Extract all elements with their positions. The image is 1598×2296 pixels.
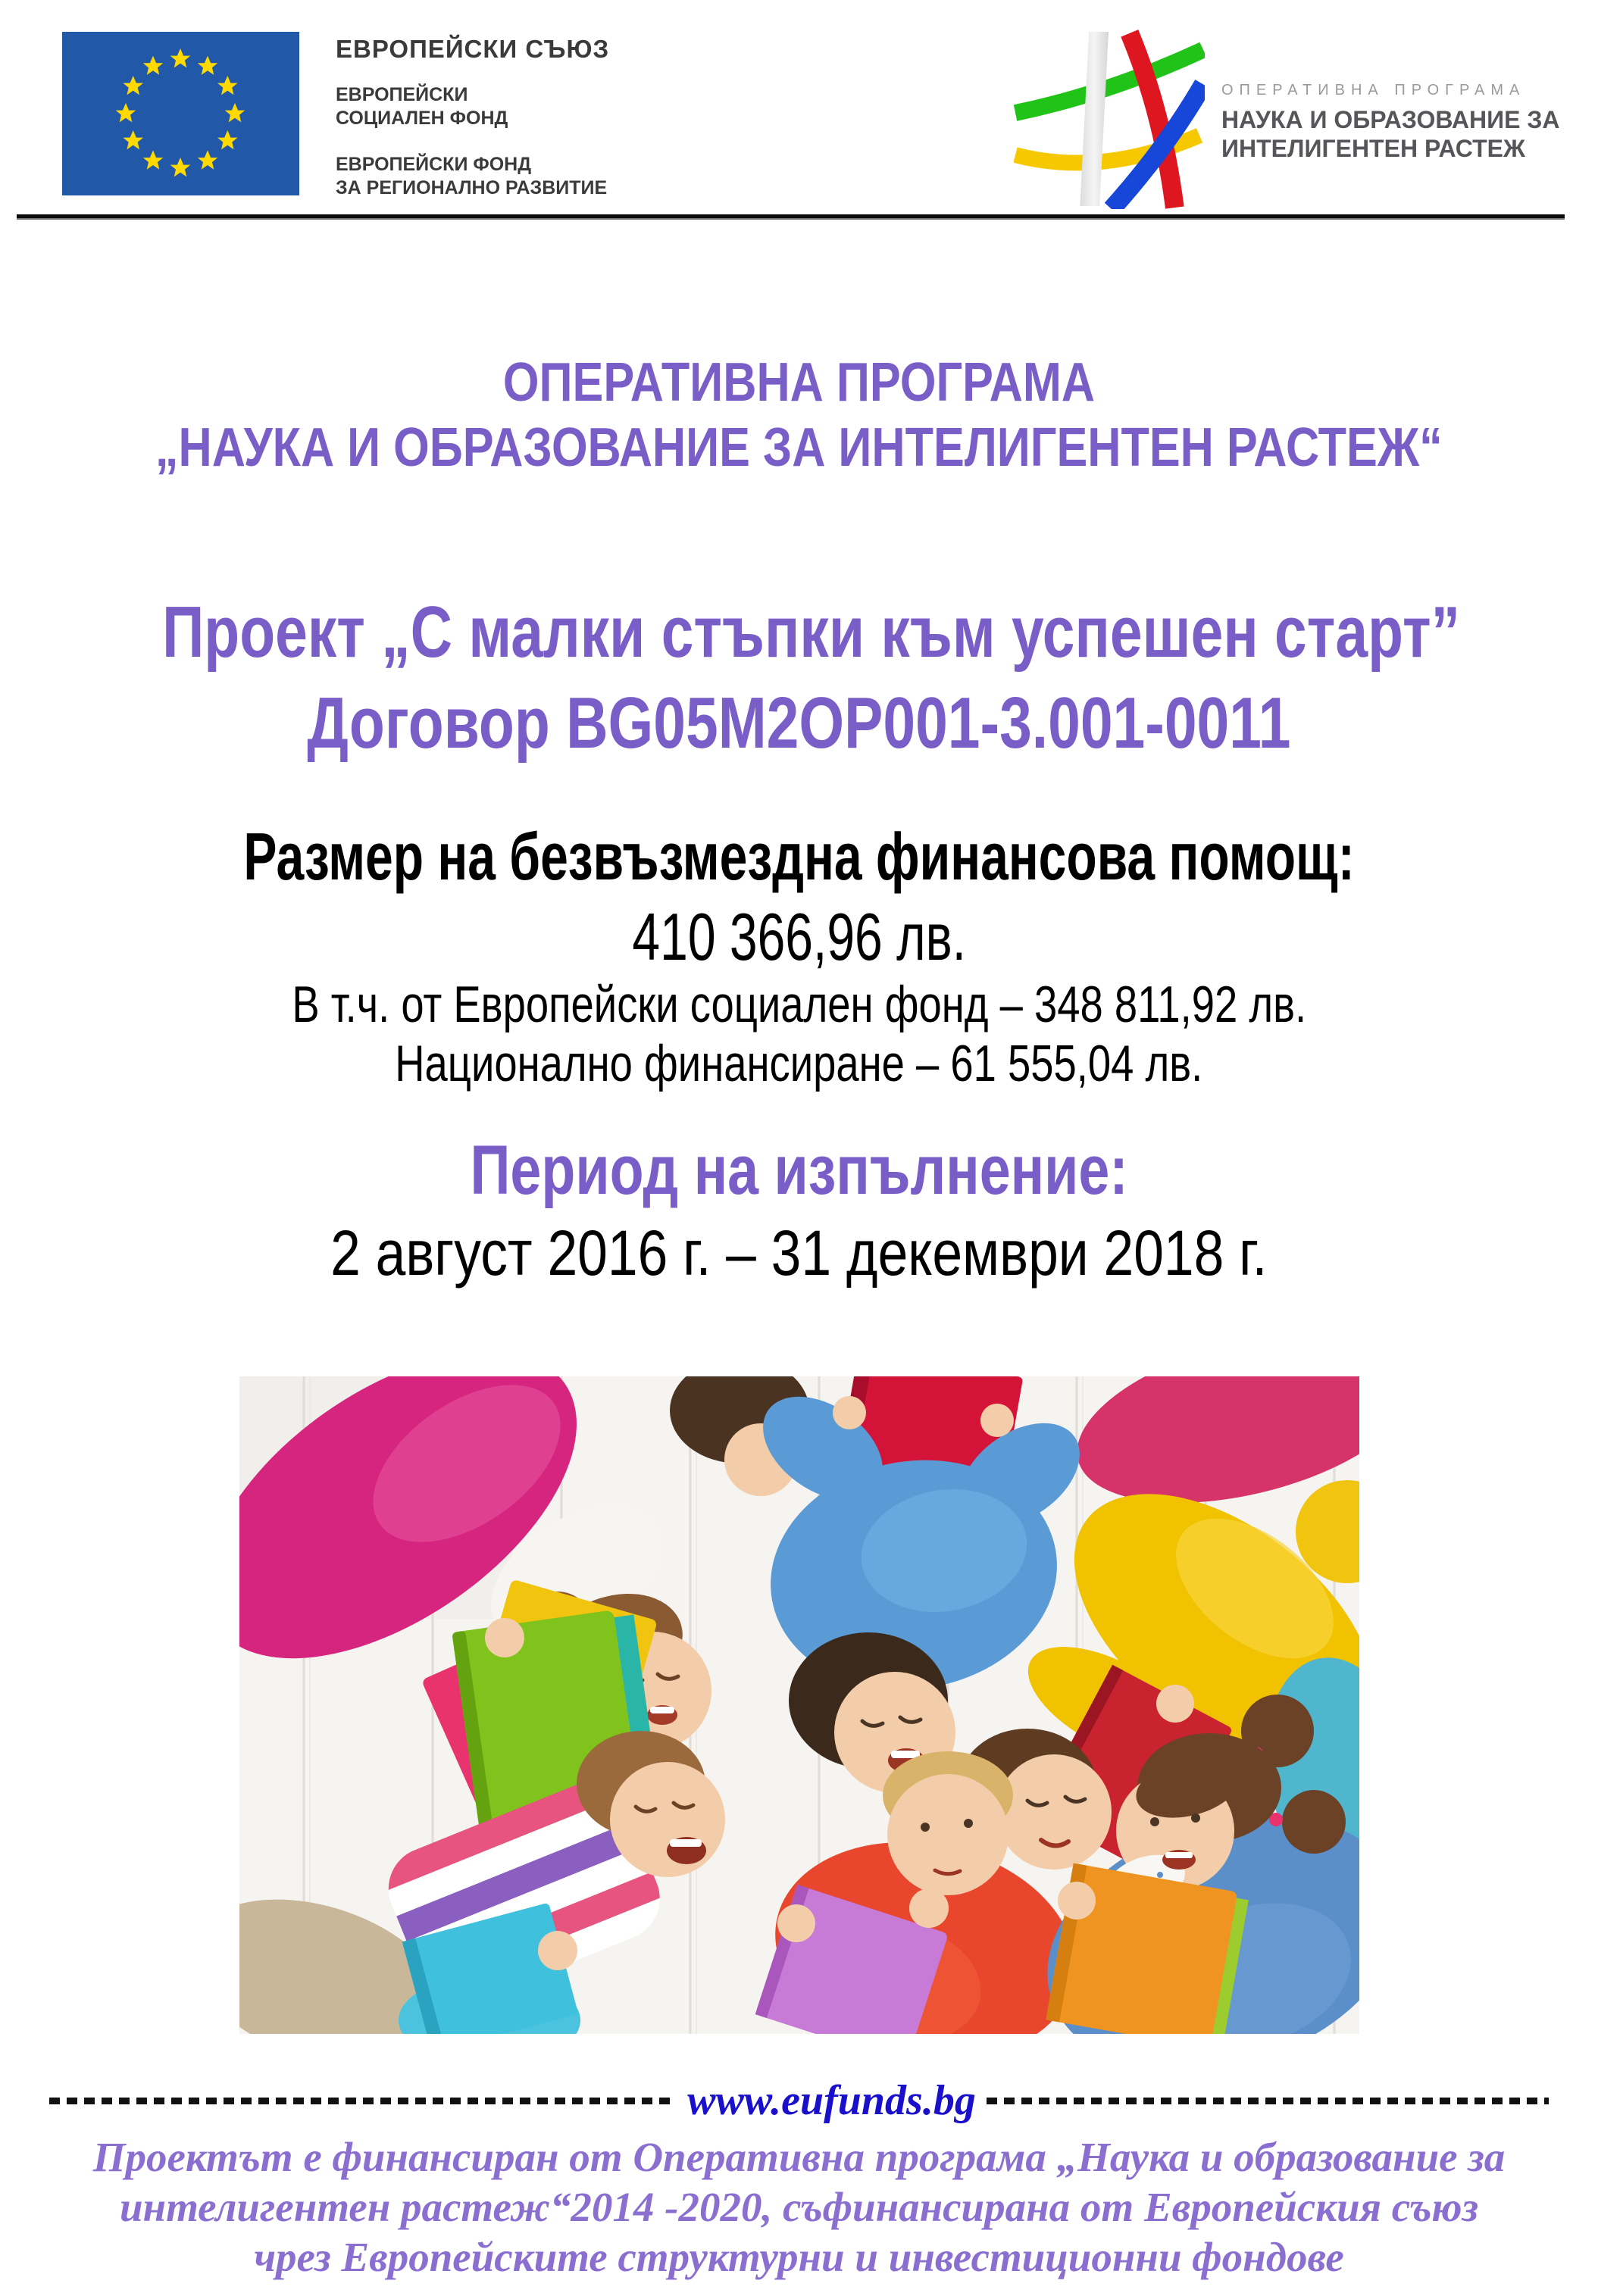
period-heading: Период на изпълнение: xyxy=(470,1132,1128,1209)
period-block xyxy=(0,1129,1598,1294)
program-logo-text xyxy=(1221,82,1560,163)
header xyxy=(0,0,1598,220)
program-title-line1: ОПЕРАТИВНА ПРОГРАМА xyxy=(502,352,1096,413)
program-title-line2: „НАУКА И ОБРАЗОВАНИЕ ЗА ИНТЕЛИГЕНТЕН РАСТЕЖ“ xyxy=(155,417,1443,478)
grant-national-amount: Национално финансиране – 61 555,04 лв. xyxy=(395,1035,1203,1092)
grant-esf-amount: В т.ч. от Европейски социален фонд – 348 811,92 лв. xyxy=(292,976,1306,1033)
header-divider-rule xyxy=(17,214,1565,220)
eu-union-title: ЕВРОПЕЙСКИ СЪЮЗ xyxy=(336,35,610,63)
eu-regional-fund-label: ЕВРОПЕЙСКИ ФОНД ЗА РЕГИОНАЛНО РАЗВИТИЕ xyxy=(336,154,608,198)
project-block xyxy=(0,587,1598,769)
eufunds-link[interactable]: www.eufunds.bg xyxy=(687,2077,976,2124)
contract-number: Договор BG05M2OP001-3.001-0011 xyxy=(307,683,1291,764)
eu-text-block xyxy=(336,35,609,200)
project-name: Проект „С малки стъпки към успешен старт” xyxy=(162,592,1460,673)
funding-statement xyxy=(0,2132,1598,2282)
funding-statement-line2: интелигентен растеж“2014 -2020, съфинансирана от Европейския съюз xyxy=(119,2184,1479,2230)
eufunds-divider xyxy=(0,2073,1598,2128)
children-photo xyxy=(239,1376,1359,2034)
eu-social-fund-label: ЕВРОПЕЙСКИ СОЦИАЛЕН ФОНД xyxy=(336,84,508,129)
program-logo-kicker: ОПЕРАТИВНА ПРОГРАМА xyxy=(1221,82,1526,98)
period-value: 2 август 2016 г. – 31 декември 2018 г. xyxy=(330,1217,1268,1289)
divider-dashes-left xyxy=(49,2098,677,2104)
program-title xyxy=(0,350,1598,480)
program-logo-name: НАУКА И ОБРАЗОВАНИЕ ЗА ИНТЕЛИГЕНТЕН РАСТЕЖ xyxy=(1221,106,1560,162)
eu-flag-icon xyxy=(62,32,299,195)
funding-statement-line1: Проектът е финансиран от Оперативна програма „Наука и образование за xyxy=(92,2134,1506,2180)
grant-heading: Размер на безвъзмездна финансова помощ: xyxy=(243,819,1355,894)
grant-total-amount: 410 366,96 лв. xyxy=(632,899,966,974)
grant-block xyxy=(0,814,1598,1093)
divider-dashes-right xyxy=(987,2098,1549,2104)
funding-statement-line3: чрез Европейските структурни и инвестиционни фондове xyxy=(254,2234,1344,2280)
program-logo-ribbons-icon xyxy=(1014,21,1205,209)
